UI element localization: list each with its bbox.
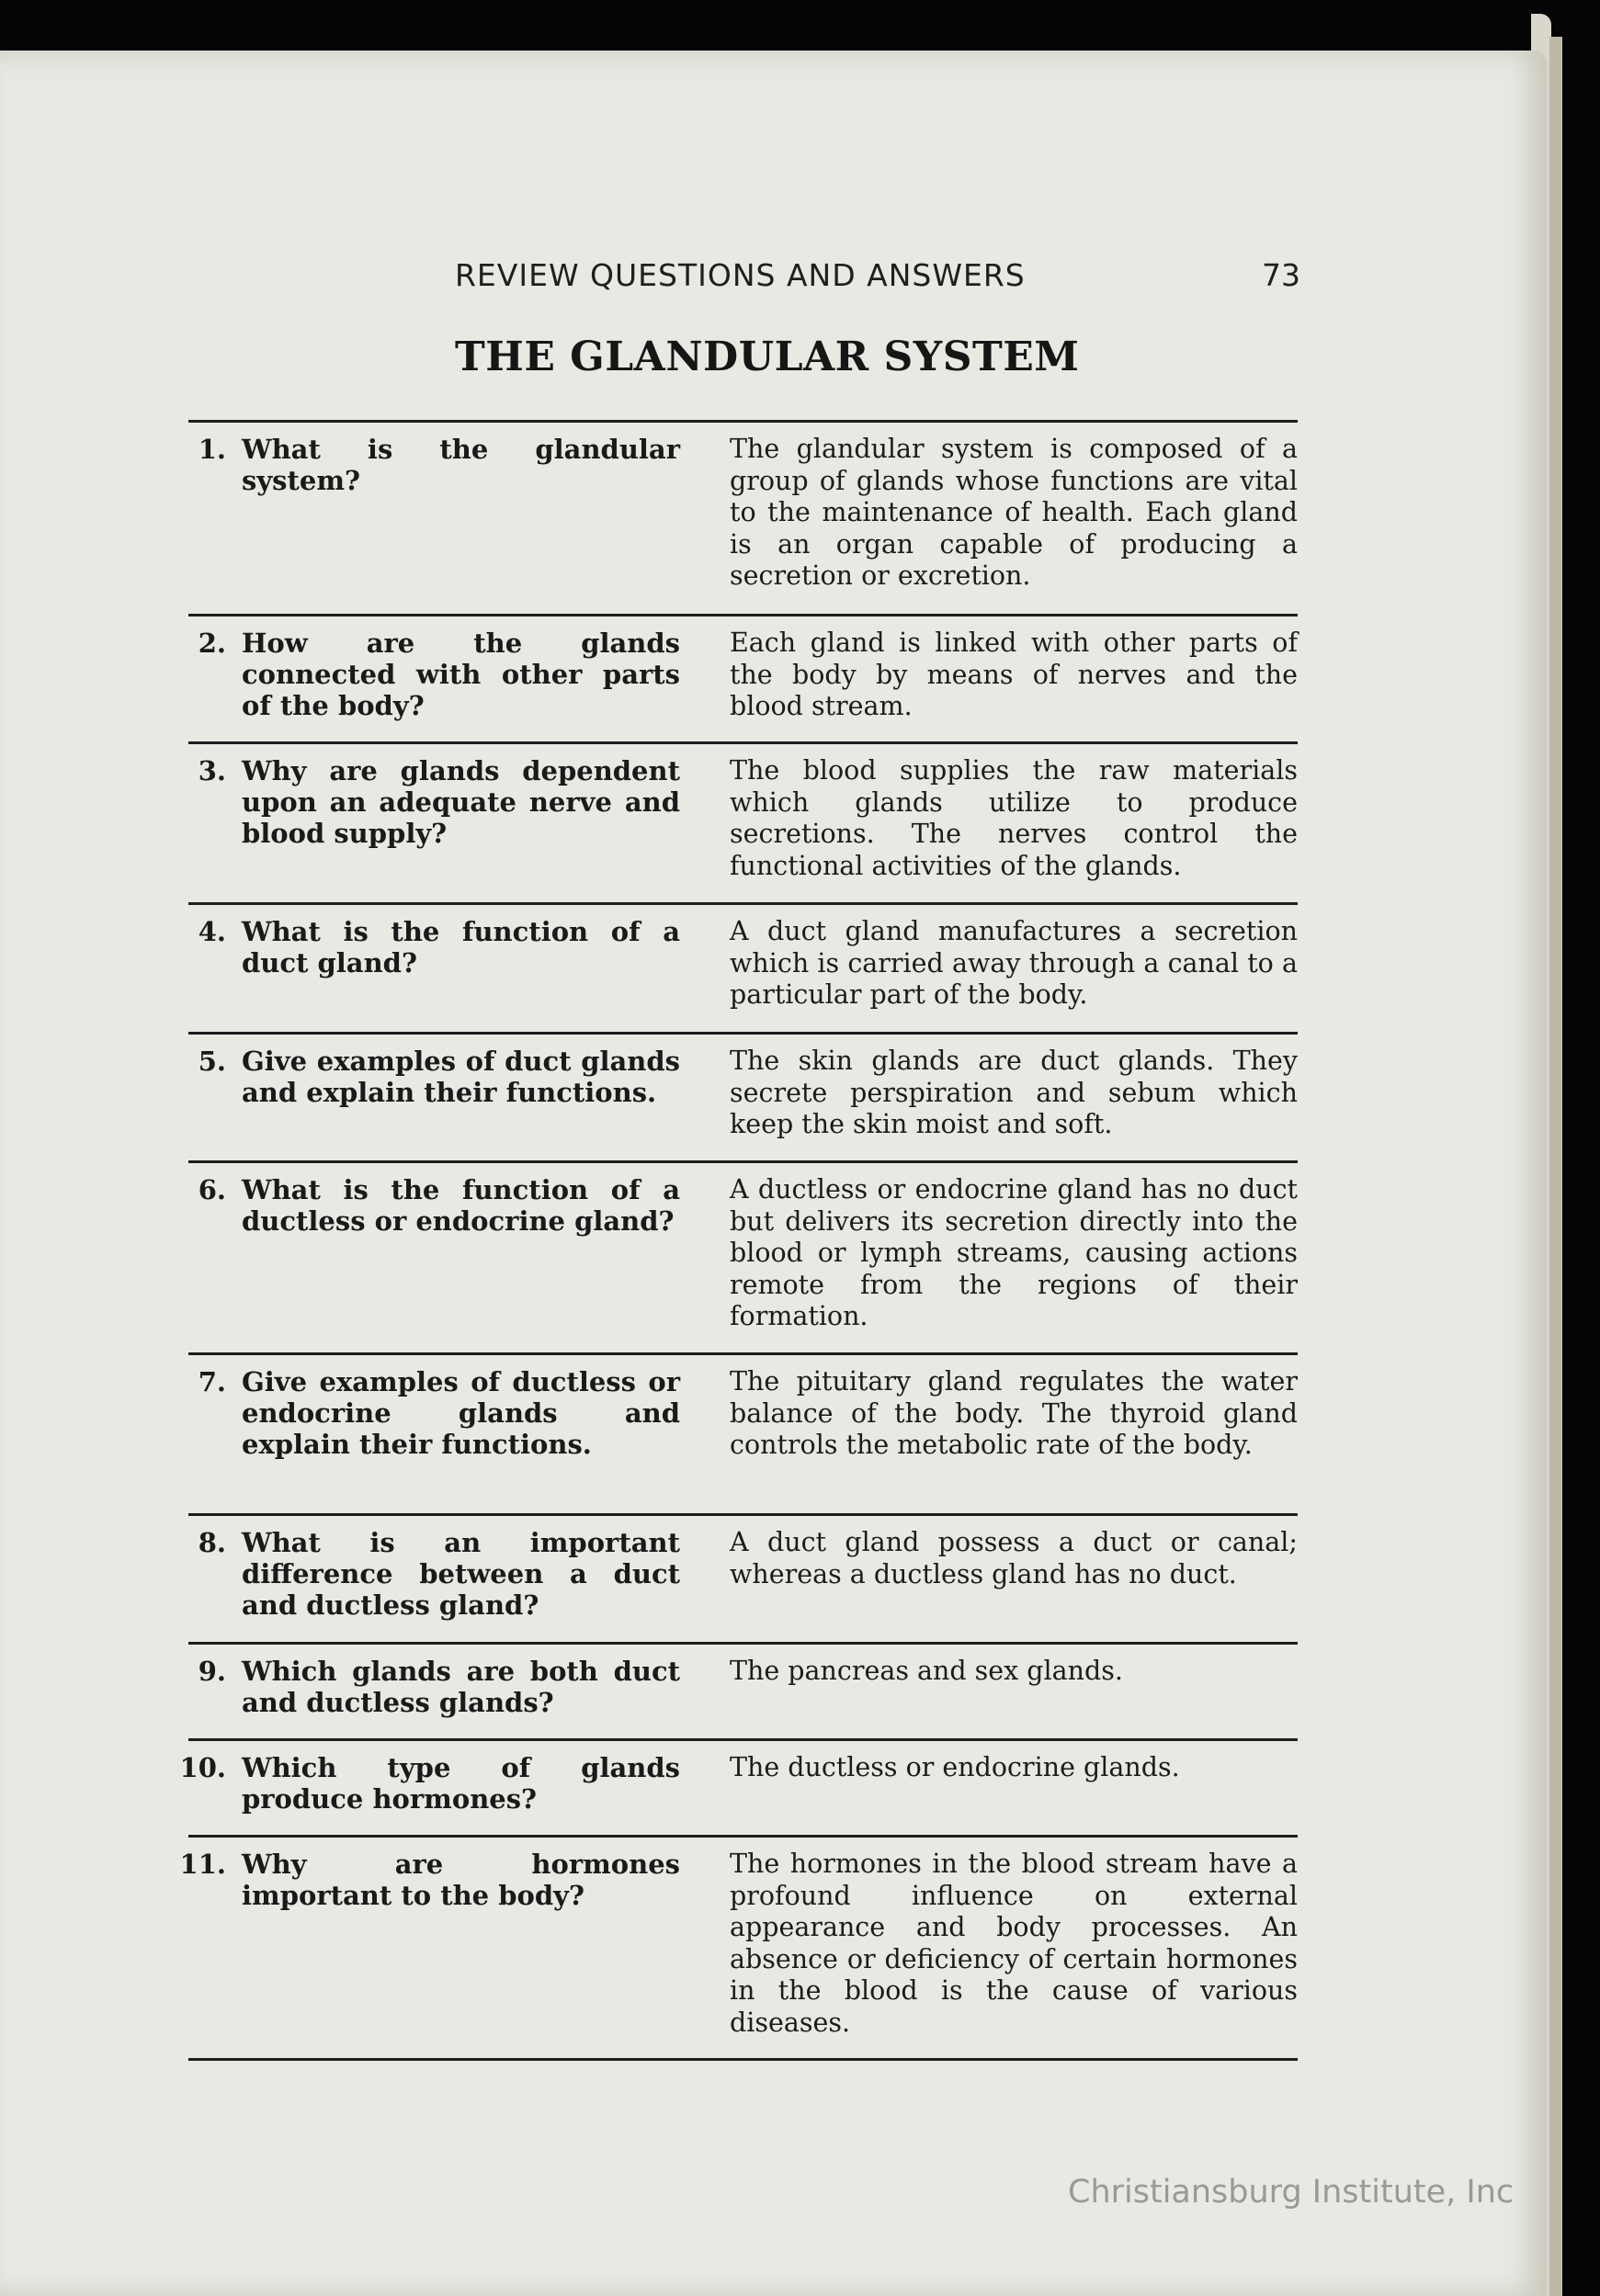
question-number: 4. <box>198 916 226 947</box>
answer-10: The ductless or endocrine glands. <box>730 1752 1180 1782</box>
question-1 <box>188 434 680 496</box>
question-text: Give examples of duct glands and explain their functions. <box>242 1046 680 1108</box>
running-head: REVIEW QUESTIONS AND ANSWERS <box>455 257 1026 293</box>
qa-row-6 <box>188 1163 1298 1355</box>
question-text: What is the function of a ductless or endocrine gland? <box>242 1174 680 1237</box>
question-number: 6. <box>198 1174 226 1205</box>
qa-row-10 <box>179 1741 1298 1838</box>
qa-table <box>179 420 1298 2061</box>
question-number: 2. <box>198 628 226 659</box>
answer-2: Each gland is linked with other parts of the body by means of nerves and the blood stream. <box>730 628 1298 721</box>
qa-row-11 <box>179 1838 1298 2061</box>
qa-row-4 <box>188 905 1298 1035</box>
qa-row-3 <box>188 744 1298 905</box>
question-8 <box>188 1527 680 1621</box>
section-title: THE GLANDULAR SYSTEM <box>455 334 1080 380</box>
question-text: Which glands are both duct and ductless glands? <box>242 1656 680 1718</box>
question-number: 1. <box>198 434 226 465</box>
answer-5: The skin glands are duct glands. They secrete perspiration and sebum which keep the skin moist and soft. <box>730 1046 1298 1139</box>
question-7 <box>188 1366 680 1460</box>
question-text: What is the function of a duct gland? <box>242 916 680 978</box>
qa-row-5 <box>188 1035 1298 1163</box>
answer-9: The pancreas and sex glands. <box>730 1656 1123 1686</box>
qa-row-2 <box>188 616 1298 744</box>
answer-6: A ductless or endocrine gland has no duct but delivers its secretion directly into the blood or lymph streams, causing actions remote from the regions of their formation. <box>730 1174 1298 1331</box>
book-page <box>0 51 1547 2296</box>
question-number: 10. <box>179 1752 226 1783</box>
question-11 <box>179 1849 680 1911</box>
question-text: What is an important difference between a duct and ductless gland? <box>242 1527 680 1621</box>
answer-11: The hormones in the blood stream have a profound influence on external appearance and body processes. An absence or deficiency of certain hormones in the blood is the cause of various diseases. <box>730 1849 1298 2038</box>
question-number: 3. <box>198 755 226 786</box>
answer-4: A duct gland manufactures a secretion which is carried away through a canal to a particular part of the body. <box>730 916 1298 1010</box>
question-number: 5. <box>198 1046 226 1077</box>
answer-7: The pituitary gland regulates the water balance of the body. The thyroid gland controls the metabolic rate of the body. <box>730 1366 1298 1460</box>
question-text: How are the glands connected with other parts of the body? <box>242 628 680 721</box>
answer-8: A duct gland possess a duct or canal; whereas a ductless gland has no duct. <box>730 1527 1298 1589</box>
question-number: 9. <box>198 1656 226 1687</box>
qa-row-7 <box>188 1355 1298 1516</box>
question-5 <box>188 1046 680 1108</box>
question-text: What is the glandular system? <box>242 434 680 496</box>
question-3 <box>188 755 680 849</box>
watermark: Christiansburg Institute, Inc <box>1068 2174 1515 2211</box>
question-text: Why are glands dependent upon an adequate nerve and blood supply? <box>242 755 680 849</box>
qa-row-1 <box>188 423 1298 616</box>
page-edge-shadow <box>1549 37 1562 2296</box>
question-2 <box>188 628 680 721</box>
answer-3: The blood supplies the raw materials which glands utilize to produce secretions. The nerves control the functional activities of the glands. <box>730 755 1298 881</box>
question-9 <box>188 1656 680 1718</box>
qa-row-8 <box>188 1516 1298 1645</box>
question-text: Which type of glands produce hormones? <box>242 1752 680 1815</box>
question-4 <box>188 916 680 978</box>
question-text: Give examples of ductless or endocrine glands and explain their functions. <box>242 1366 680 1460</box>
answer-1: The glandular system is composed of a group of glands whose functions are vital to the maintenance of health. Each gland is an organ capable of producing a secretion or excretion. <box>730 434 1298 591</box>
question-6 <box>188 1174 680 1237</box>
question-10 <box>179 1752 680 1815</box>
page-number: 73 <box>1262 257 1300 293</box>
question-number: 8. <box>198 1527 226 1558</box>
question-number: 7. <box>198 1366 226 1397</box>
qa-row-9 <box>188 1645 1298 1741</box>
question-number: 11. <box>179 1849 226 1880</box>
question-text: Why are hormones important to the body? <box>242 1849 680 1911</box>
